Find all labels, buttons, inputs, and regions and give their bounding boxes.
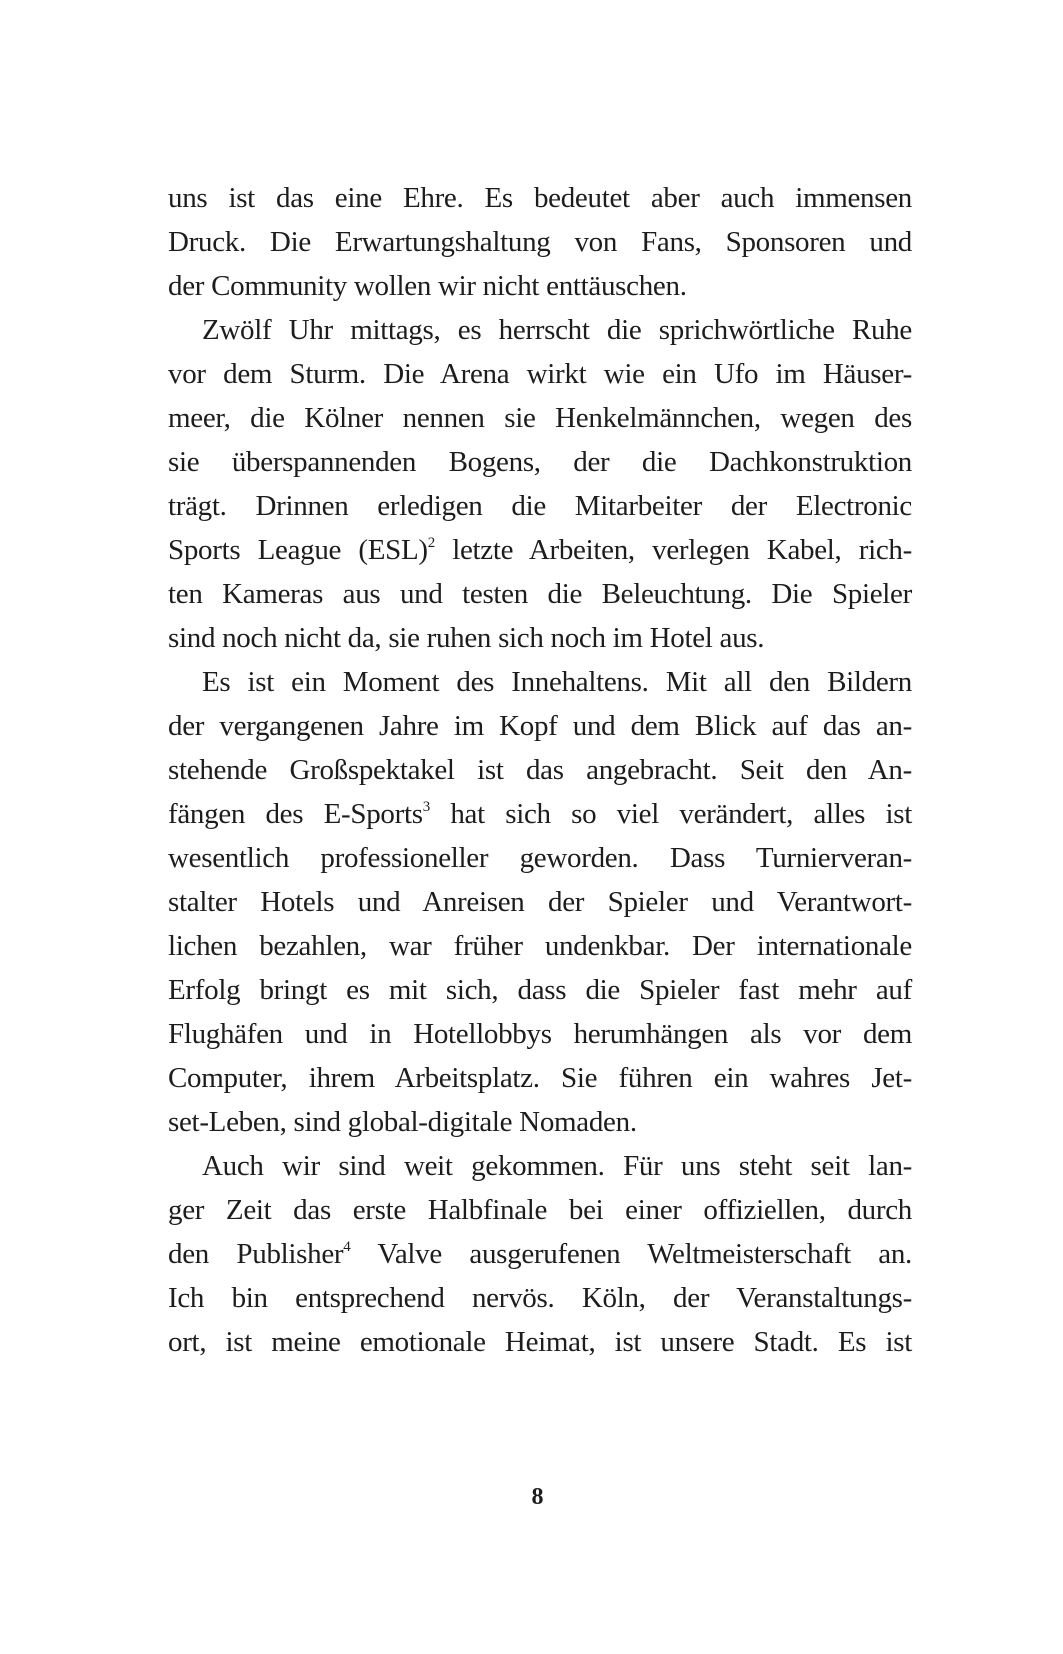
text-line <box>168 924 912 968</box>
line-text-continued: hat sich so viel verändert, alles ist <box>429 798 913 830</box>
line-text: Ich bin entsprechend nervös. Köln, der Veranstaltungs- <box>168 1282 912 1314</box>
line-text: sind noch nicht da, sie ruhen sich noch im Hotel aus. <box>168 622 765 654</box>
line-text: den Publisher <box>168 1238 344 1270</box>
text-line <box>168 220 912 264</box>
line-text: trägt. Drinnen erledigen die Mitarbeiter der Electronic <box>168 490 912 522</box>
line-text: der Community wollen wir nicht enttäuschen. <box>168 270 687 302</box>
text-line <box>168 396 912 440</box>
text-line <box>168 308 912 352</box>
text-line <box>168 484 912 528</box>
line-text: sie überspannenden Bogens, der die Dachkonstruktion <box>168 446 912 478</box>
text-line <box>168 176 912 220</box>
line-text: ten Kameras aus und testen die Beleuchtung. Die Spieler <box>168 578 912 610</box>
line-text: stehende Großspektakel ist das angebracht. Seit den An- <box>168 754 912 786</box>
footnote-marker[interactable]: 2 <box>427 535 435 551</box>
body-text <box>168 176 912 1364</box>
paragraph <box>168 660 912 1144</box>
line-text: Computer, ihrem Arbeitsplatz. Sie führen ein wahres Jet- <box>168 1062 912 1094</box>
line-text: Druck. Die Erwartungshaltung von Fans, Sponsoren und <box>168 226 912 258</box>
line-text: vor dem Sturm. Die Arena wirkt wie ein Ufo im Häuser- <box>168 358 912 390</box>
line-text: Erfolg bringt es mit sich, dass die Spieler fast mehr auf <box>168 974 912 1006</box>
paragraph <box>168 308 912 660</box>
text-line <box>168 1056 912 1100</box>
text-line <box>168 836 912 880</box>
line-text: lichen bezahlen, war früher undenkbar. Der internationale <box>168 930 912 962</box>
line-text: Flughäfen und in Hotellobbys herumhängen als vor dem <box>168 1018 912 1050</box>
text-line <box>168 968 912 1012</box>
line-text: Zwölf Uhr mittags, es herrscht die sprichwörtliche Ruhe <box>202 314 912 346</box>
line-text: Sports League (ESL) <box>168 534 428 566</box>
text-line <box>168 528 912 572</box>
text-line <box>168 1276 912 1320</box>
page-number: 8 <box>531 1484 544 1510</box>
line-text-continued: letzte Arbeiten, verlegen Kabel, rich- <box>434 534 912 566</box>
text-line <box>168 264 912 308</box>
line-text: wesentlich professioneller geworden. Dass Turnierveran- <box>168 842 912 874</box>
text-line <box>168 748 912 792</box>
text-line <box>168 440 912 484</box>
text-line <box>168 572 912 616</box>
text-line <box>168 704 912 748</box>
text-line <box>168 880 912 924</box>
paragraph <box>168 1144 912 1364</box>
text-line <box>168 1232 912 1276</box>
text-line <box>168 1144 912 1188</box>
text-line <box>168 352 912 396</box>
text-line <box>168 1100 912 1144</box>
text-line <box>168 792 912 836</box>
text-line <box>168 1320 912 1364</box>
line-text: Es ist ein Moment des Innehaltens. Mit all den Bildern <box>202 666 912 698</box>
text-line <box>168 1188 912 1232</box>
line-text-continued: Valve ausgerufenen Weltmeisterschaft an. <box>350 1238 912 1270</box>
line-text: meer, die Kölner nennen sie Henkelmännchen, wegen des <box>168 402 912 434</box>
text-line <box>168 1012 912 1056</box>
line-text: uns ist das eine Ehre. Es bedeutet aber auch immensen <box>168 182 912 214</box>
line-text: stalter Hotels und Anreisen der Spieler und Verantwort- <box>168 886 912 918</box>
line-text: set-Leben, sind global-digitale Nomaden. <box>168 1106 637 1138</box>
line-text: Auch wir sind weit gekommen. Für uns steht seit lan- <box>202 1150 912 1182</box>
line-text: fängen des E-Sports <box>168 798 423 830</box>
text-line <box>168 660 912 704</box>
line-text: der vergangenen Jahre im Kopf und dem Blick auf das an- <box>168 710 912 742</box>
text-line <box>168 616 912 660</box>
footnote-marker[interactable]: 4 <box>343 1239 351 1255</box>
paragraph <box>168 176 912 308</box>
line-text: ger Zeit das erste Halbfinale bei einer offiziellen, durch <box>168 1194 912 1226</box>
footnote-marker[interactable]: 3 <box>422 799 430 815</box>
line-text: ort, ist meine emotionale Heimat, ist unsere Stadt. Es ist <box>168 1326 912 1358</box>
